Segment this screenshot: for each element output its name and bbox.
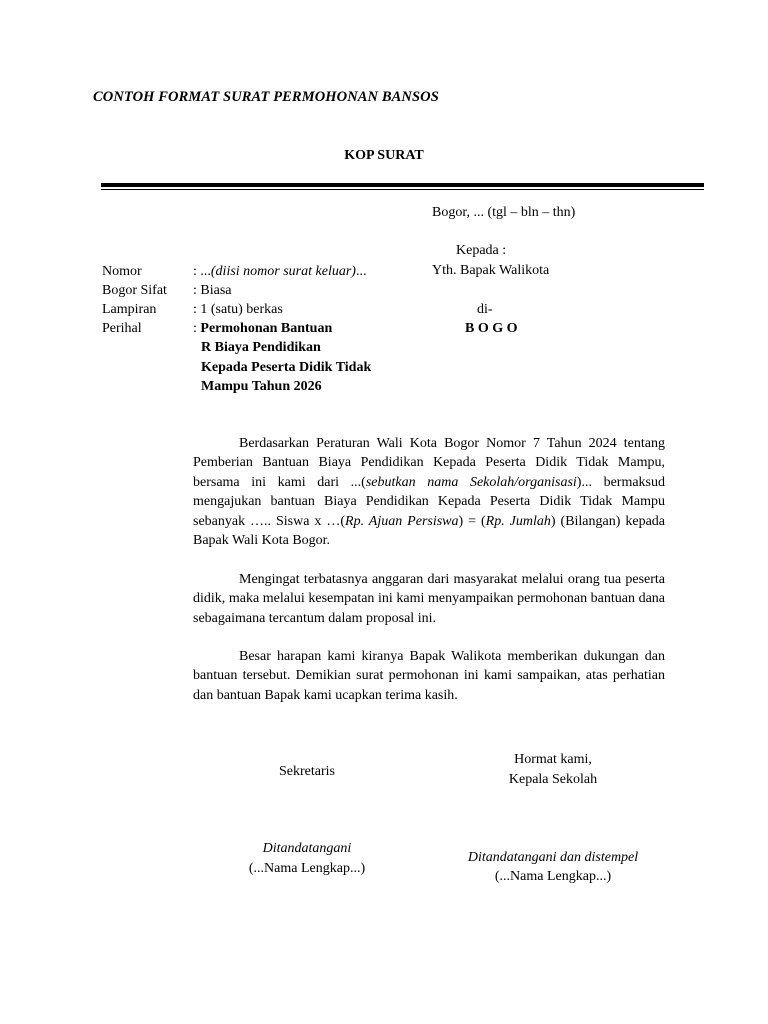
perihal-value-line1: : Permohonan Bantuan [193,321,333,336]
recipient-kepada: Kepada : [456,243,507,258]
right-signature-role: Kepala Sekolah [508,772,598,787]
nomor-label: Nomor [102,264,142,279]
lampiran-label: Lampiran [102,302,157,317]
nomor-value: : ...(diisi nomor surat keluar)... [193,264,367,279]
document-title: CONTOH FORMAT SURAT PERMOHONAN BANSOS [93,89,439,105]
perihal-value-line4: Mampu Tahun 2026 [201,379,322,394]
letterhead-placeholder: KOP SURAT [344,148,424,163]
sifat-label: Bogor Sifat [102,283,167,298]
sifat-value: : Biasa [193,283,232,298]
lampiran-value: : 1 (satu) berkas [193,302,283,317]
letterhead-rule-thick [101,183,704,187]
letterhead-rule-thin [101,189,704,190]
left-signature-signed: Ditandatangani [262,841,352,856]
recipient-name: Yth. Bapak Walikota [432,263,550,278]
right-signature-name: (...Nama Lengkap...) [494,869,612,884]
date-line: Bogor, ... (tgl – bln – thn) [432,205,576,220]
body-paragraph-2: Mengingat terbatasnya anggaran dari masyarakat melalui orang tua peserta didik, maka melalui kesempatan ini kami menyampaikan permohonan bantuan dana sebagaimana tercantum dalam proposal ini. [193,572,665,626]
perihal-label: Perihal [102,321,142,336]
left-signature-name: (...Nama Lengkap...) [248,861,366,876]
left-signature-role: Sekretaris [279,764,335,779]
perihal-value-line3: Kepada Peserta Didik Tidak [201,360,372,375]
recipient-city: B O G O [465,321,518,336]
right-signature-signed: Ditandatangani dan distempel [467,850,639,865]
body-paragraph-1: Berdasarkan Peraturan Wali Kota Bogor Nomor 7 Tahun 2024 tentang Pemberian Bantuan Biaya Pendidikan Kepada Peserta Didik Tidak Mampu, bersama ini kami dari ...(sebutkan nama Sekolah/organisasi)... bermaksud mengajukan bantuan Biaya Pendidikan Kepada Peserta Didik Tidak Mampu sebanyak ….. Siswa x …(Rp. Ajuan Persiswa) = (Rp. Jumlah) (Bilangan) kepada Bapak Wali Kota Bogor. [193,436,665,549]
perihal-value-line2: R Biaya Pendidikan [201,340,321,355]
recipient-di: di- [477,302,493,317]
right-signature-closing: Hormat kami, [514,752,592,767]
body-paragraph-3: Besar harapan kami kiranya Bapak Walikota memberikan dukungan dan bantuan tersebut. Demikian surat permohonan ini kami sampaikan, atas perhatian dan bantuan Bapak kami ucapkan terima kasih. [193,649,665,703]
